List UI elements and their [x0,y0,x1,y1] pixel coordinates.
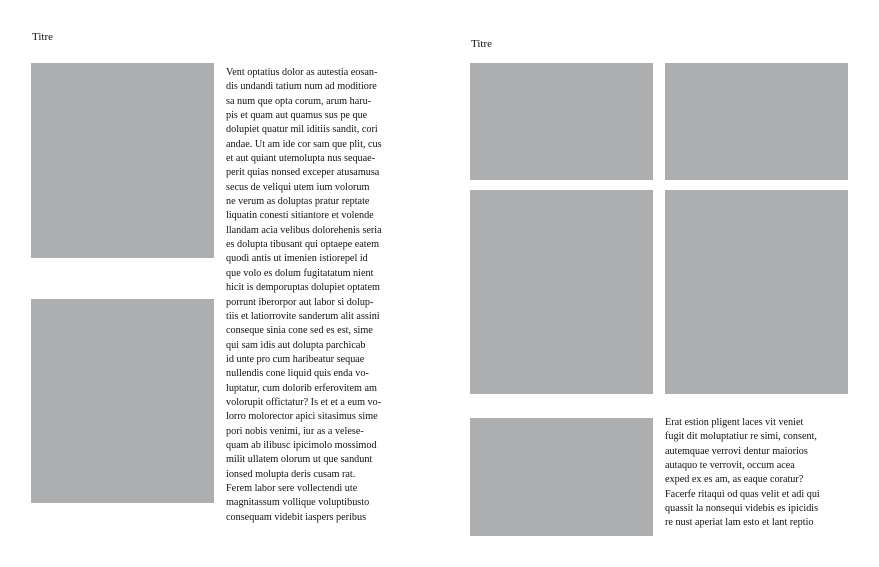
text-line: et aut quiant utemolupta nus sequae- [226,153,376,165]
text-line: perit quias nonsed exceper atusamusa [226,167,380,179]
right-grid-image-4 [665,190,848,394]
text-line: nullendis cone liquid quis enda vo- [226,368,369,380]
text-line: id unte pro cum haribeatur sequae [226,353,365,365]
text-line: tiis et latiorrovite sanderum alit assini [226,310,380,322]
right-grid-image-2 [665,63,848,180]
text-line: sa num que opta corum, arum haru- [226,95,372,107]
text-line: autemquae verrovi dentur maiorios [665,445,808,457]
left-page-title: Titre [32,31,53,43]
text-line: ne verum as doluptas pratur reptate [226,196,370,208]
right-image-bottom [470,418,653,536]
text-line: hicit is demporuptas dolupiet optatem [226,282,380,294]
text-line: dolupiet quatur mil iditiis sandit, cori [226,124,378,136]
text-line: dis undandi tatium num ad moditiore [226,81,377,93]
text-line: andae. Ut am ide cor sam que plit, cus [226,138,382,150]
text-line: milit ullatem olorum ut que sandunt [226,454,373,466]
text-line: Vent optatius dolor as autestia eosan- [226,67,378,78]
text-line: volorupit offictatur? Is et et a eum vo- [226,396,382,408]
text-line: qui sam idis aut dolupta parchicab [226,339,366,351]
text-line: quam ab ilibusc ipicimolo mossimod [226,439,377,451]
text-line: exped ex es am, as eaque coratur? [665,474,804,486]
text-line: quodi antis ut imenien istiorepel id [226,253,368,265]
text-line: magnitassum vollique voluptibusto [226,497,370,509]
text-line: secus de veliqui utem ium volorum [226,181,370,193]
right-grid-image-3 [470,190,653,394]
text-line: porrunt iberorpor aut labor si dolup- [226,296,374,308]
right-grid-image-1 [470,63,653,180]
text-line: fugit dit moluptatiur re simi, consent, [665,431,817,443]
text-line: pis et quam aut quamus sus pe que [226,110,368,122]
text-line: ionsed molupta deris cusam rat. [226,468,356,480]
text-line: Erat estion pligent laces vit veniet [665,417,804,428]
left-image-top [31,63,214,258]
left-body-text [226,66,382,525]
left-image-bottom [31,299,214,503]
text-line: quassit la nonsequi videbis es ipicidis [665,503,819,515]
text-line: Facerfe ritaqui od quas velit et adi qui [665,488,820,500]
text-line: Ferem labor sere vollectendi ute [226,482,358,494]
text-line: luptatur, cum dolorib erferovitem am [226,382,377,394]
text-line: autaquo te verrovit, occum acea [665,460,795,472]
text-line: consequam videbit iaspers peribus [226,511,367,523]
right-body-text [665,416,820,531]
text-line: lorro molorector apici sitasimus sime [226,411,378,423]
text-line: llandam acia velibus dolorehenis seria [226,224,382,236]
text-line: pori nobis venimi, iur as a velese- [226,425,364,437]
text-line: conseque sinia cone sed es est, sime [226,325,373,337]
text-line: liquatin conesti sitiantore et volende [226,210,374,222]
text-line: es dolupta tibusant qui optaepe eatem [226,239,380,251]
text-line: que volo es dolum fugitatatum nient [226,267,374,279]
text-line: re nust aperiat lam esto et lant reptio [665,517,814,529]
right-page-title: Titre [471,38,492,50]
